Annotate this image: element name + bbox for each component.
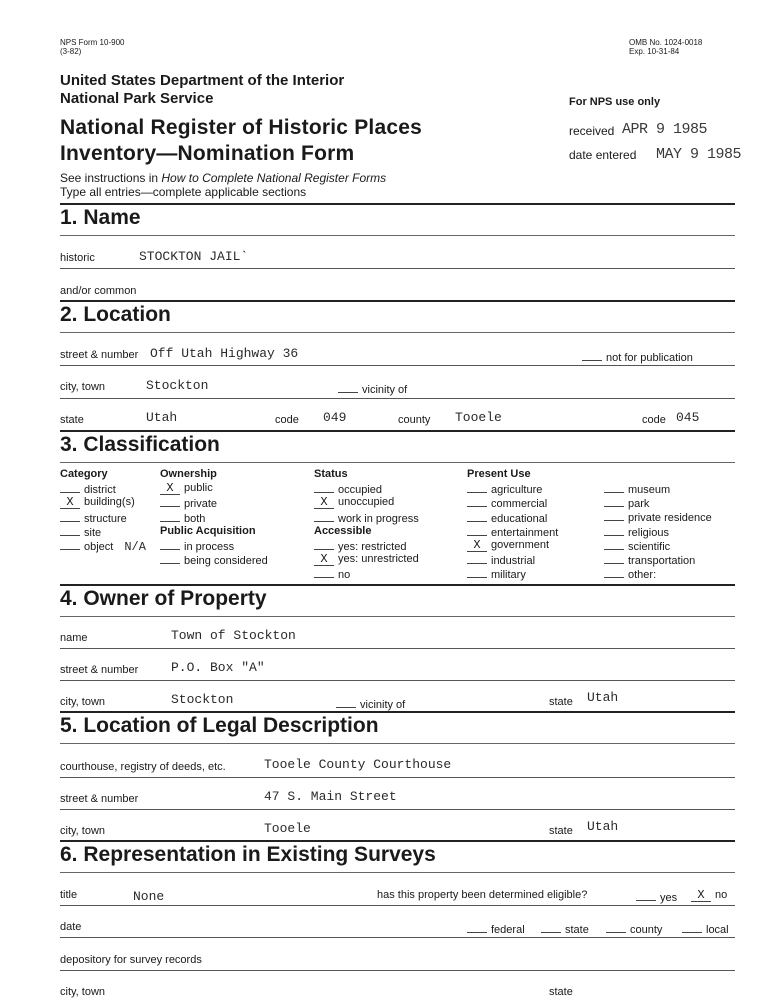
checkbox-mark	[604, 552, 624, 564]
ownership-header: Ownership	[160, 468, 217, 480]
present-use-option: agriculture	[467, 481, 558, 495]
not-applicable-note: N/A	[124, 539, 146, 554]
omb-expiration: Exp. 10-31-84	[629, 47, 680, 56]
checkbox-mark	[604, 481, 624, 493]
ownership-option: private	[160, 495, 268, 509]
owner-city-value: Stockton	[171, 692, 234, 707]
survey-title-value: None	[133, 889, 165, 904]
checkbox-mark	[314, 510, 334, 522]
category-option: structure	[60, 510, 146, 524]
eligible-question: has this property been determined eligible?	[377, 889, 588, 901]
present-use-option: other:	[604, 566, 712, 580]
city-town-value: Stockton	[146, 378, 209, 393]
checkbox-mark	[60, 481, 80, 493]
checkbox-mark	[467, 481, 487, 493]
checkbox-blank	[541, 921, 561, 933]
status-option: work in progress	[314, 510, 419, 524]
owner-vicinity-option: vicinity of	[336, 696, 405, 711]
present-use-option: X government	[467, 538, 558, 552]
category-option: site	[60, 524, 146, 538]
section-divider	[60, 203, 735, 205]
registry-city-value: Tooele	[264, 821, 311, 836]
checkbox-mark: X	[160, 483, 180, 495]
checkbox-mark	[60, 524, 80, 536]
section-divider	[60, 430, 735, 432]
checkbox-mark	[60, 510, 80, 522]
street-number-value: Off Utah Highway 36	[150, 346, 299, 361]
checkbox-mark: X	[60, 497, 80, 509]
accessible-header: Accessible	[314, 524, 372, 537]
county-code-label: code	[642, 414, 666, 426]
present-use-option: entertainment	[467, 524, 558, 538]
state-value: Utah	[146, 410, 178, 425]
not-for-publication-option: not for publication	[582, 349, 693, 364]
status-option: X unoccupied	[314, 495, 419, 509]
checkbox-blank	[606, 921, 626, 933]
owner-state-label: state	[549, 696, 573, 708]
checkbox-mark	[160, 510, 180, 522]
ownership-option: X public	[160, 481, 268, 495]
county-option: county	[606, 921, 662, 936]
checkbox-mark	[160, 552, 180, 564]
owner-state-value: Utah	[587, 690, 619, 705]
instructions-line2: Type all entries—complete applicable sections	[60, 185, 307, 199]
field-underline	[60, 365, 735, 366]
checkbox-mark	[604, 495, 624, 507]
section-4-heading: 4. Owner of Property	[60, 587, 267, 610]
checkbox-mark	[636, 889, 656, 901]
section-2-heading: 2. Location	[60, 303, 171, 326]
survey-date-label: date	[60, 921, 82, 933]
historic-name-value: STOCKTON JAIL`	[139, 249, 249, 264]
checkbox-mark	[60, 538, 80, 550]
present-use-option: scientific	[604, 538, 712, 552]
present-use-column-2	[604, 481, 712, 580]
state-code-value: 049	[323, 410, 347, 425]
checkbox-mark	[467, 495, 487, 507]
accessible-option: no	[314, 566, 419, 580]
field-underline	[60, 970, 735, 971]
field-underline	[60, 680, 735, 681]
section-6-heading: 6. Representation in Existing Surveys	[60, 843, 436, 866]
eligible-no-option: X no	[691, 889, 727, 902]
status-header: Status	[314, 468, 348, 480]
checkbox-mark	[604, 566, 624, 578]
county-label: county	[398, 414, 431, 426]
service-name: National Park Service	[60, 90, 214, 107]
department-name: United States Department of the Interior	[60, 72, 345, 89]
received-stamp: APR 9 1985	[622, 121, 708, 138]
present-use-option: commercial	[467, 495, 558, 509]
section-divider	[60, 743, 735, 744]
acquisition-option: in process	[160, 538, 268, 552]
status-option: occupied	[314, 481, 419, 495]
survey-state-label: state	[549, 986, 573, 998]
owner-name-value: Town of Stockton	[171, 628, 296, 643]
state-option: state	[541, 921, 589, 936]
state-label: state	[60, 414, 84, 426]
omb-number: OMB No. 1024-0018	[629, 38, 703, 47]
present-use-option: park	[604, 495, 712, 509]
owner-name-label: name	[60, 632, 88, 644]
present-use-option: museum	[604, 481, 712, 495]
vicinity-option: vicinity of	[338, 381, 407, 396]
section-divider	[60, 462, 735, 463]
section-divider	[60, 300, 735, 302]
form-date: (3-82)	[60, 47, 82, 56]
eligible-yes-option: yes	[636, 889, 677, 904]
section-divider	[60, 584, 735, 586]
present-use-option: educational	[467, 510, 558, 524]
acquisition-option: being considered	[160, 552, 268, 566]
nps-use-label: For NPS use only	[569, 96, 661, 108]
present-use-option: military	[467, 566, 558, 580]
field-underline	[60, 398, 735, 399]
section-1-heading: 1. Name	[60, 206, 141, 229]
owner-city-label: city, town	[60, 696, 106, 708]
accessible-option: yes: restricted	[314, 538, 419, 552]
common-name-label: and/or common	[60, 285, 137, 297]
owner-street-value: P.O. Box "A"	[171, 660, 265, 675]
state-code-label: code	[275, 414, 299, 426]
present-use-column-1	[467, 467, 558, 581]
owner-street-label: street & number	[60, 664, 139, 676]
registry-state-label: state	[549, 825, 573, 837]
registry-street-label: street & number	[60, 793, 139, 805]
checkbox-mark: X	[314, 554, 334, 566]
checkbox-blank	[682, 921, 702, 933]
field-underline	[60, 937, 735, 938]
checkbox-mark: X	[467, 540, 487, 552]
present-use-header: Present Use	[467, 468, 531, 480]
street-number-label: street & number	[60, 349, 139, 361]
ownership-option: both	[160, 510, 268, 524]
accessible-option: X yes: unrestricted	[314, 552, 419, 566]
instructions-line1: See instructions in How to Complete National Register Forms	[60, 171, 387, 185]
checkbox-mark	[314, 566, 334, 578]
field-underline	[60, 905, 735, 906]
section-divider	[60, 332, 735, 333]
checkbox-mark	[467, 510, 487, 522]
checkbox-mark	[314, 481, 334, 493]
checkbox-mark: X	[691, 890, 711, 902]
field-underline	[60, 648, 735, 649]
checkbox-mark	[160, 538, 180, 550]
checkbox-blank	[336, 696, 356, 708]
section-5-heading: 5. Location of Legal Description	[60, 714, 379, 737]
category-column	[60, 467, 146, 552]
field-underline	[60, 809, 735, 810]
present-use-option: private residence	[604, 509, 712, 523]
registry-street-value: 47 S. Main Street	[264, 789, 397, 804]
ownership-column	[160, 467, 268, 566]
checkbox-mark	[604, 509, 624, 521]
date-entered-label: date entered	[569, 148, 637, 162]
survey-city-label: city, town	[60, 986, 106, 998]
present-use-option: transportation	[604, 552, 712, 566]
checkbox-mark	[604, 524, 624, 536]
category-header: Category	[60, 468, 108, 480]
federal-option: federal	[467, 921, 525, 936]
checkbox-mark	[467, 566, 487, 578]
status-column	[314, 467, 419, 581]
county-code-value: 045	[676, 410, 700, 425]
checkbox-mark	[467, 552, 487, 564]
form-number: NPS Form 10-900	[60, 38, 125, 47]
checkbox-mark	[604, 538, 624, 550]
field-underline	[60, 777, 735, 778]
category-option: district	[60, 481, 146, 495]
checkbox-mark	[160, 495, 180, 507]
registry-state-value: Utah	[587, 819, 619, 834]
section-divider	[60, 235, 735, 236]
checkbox-blank	[582, 349, 602, 361]
public-acquisition-header: Public Acquisition	[160, 524, 256, 537]
checkbox-mark: X	[314, 497, 334, 509]
field-underline	[60, 268, 735, 269]
present-use-option: religious	[604, 524, 712, 538]
survey-title-label: title	[60, 889, 78, 901]
section-3-heading: 3. Classification	[60, 433, 220, 456]
city-town-label: city, town	[60, 381, 106, 393]
form-title-line2: Inventory—Nomination Form	[60, 142, 355, 165]
checkbox-blank	[467, 921, 487, 933]
received-label: received	[569, 124, 615, 138]
checkbox-blank	[338, 381, 358, 393]
checkbox-mark	[467, 524, 487, 536]
section-divider	[60, 872, 735, 873]
local-option: local	[682, 921, 729, 936]
category-option: X building(s)	[60, 495, 146, 509]
section-divider	[60, 616, 735, 617]
historic-label: historic	[60, 252, 95, 264]
present-use-option: industrial	[467, 552, 558, 566]
form-title-line1: National Register of Historic Places	[60, 116, 422, 139]
registry-city-label: city, town	[60, 825, 106, 837]
checkbox-mark	[314, 538, 334, 550]
section-divider	[60, 840, 735, 842]
courthouse-value: Tooele County Courthouse	[264, 757, 452, 772]
section-divider	[60, 711, 735, 713]
date-entered-stamp: MAY 9 1985	[656, 146, 742, 163]
courthouse-label: courthouse, registry of deeds, etc.	[60, 761, 226, 773]
category-option: object N/A	[60, 538, 146, 552]
depository-label: depository for survey records	[60, 954, 202, 966]
county-value: Tooele	[455, 410, 502, 425]
